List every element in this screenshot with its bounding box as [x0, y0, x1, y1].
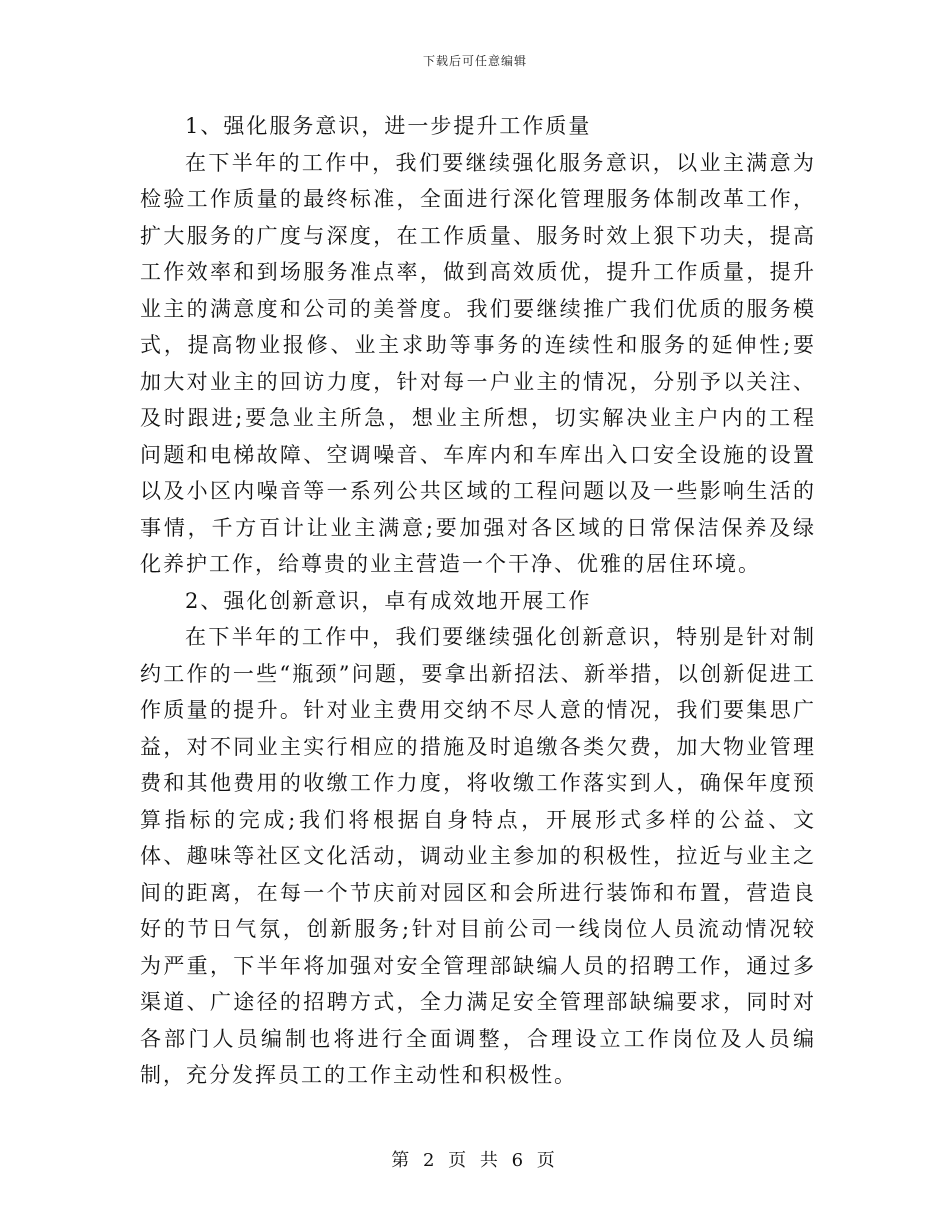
page-number-footer: 第 2 页 共 6 页	[391, 1150, 559, 1171]
section-1-paragraph: 在下半年的工作中，我们要继续强化服务意识，以业主满意为检验工作质量的最终标准，全面进行深化管理服务体制改革工作，扩大服务的广度与深度，在工作质量、服务时效上狠下功夫，提高工作效率和到场服务准点率，做到高效质优，提升工作质量，提升业主的满意度和公司的美誉度。我们要继续推广我们优质的服务模式，提高物业报修、业主求助等事务的连续性和服务的延伸性;要加大对业主的回访力度，针对每一户业主的情况，分别予以关注、及时跟进;要急业主所急，想业主所想，切实解决业主户内的工程问题和电梯故障、空调噪音、车库内和车库出入口安全设施的设置以及小区内噪音等一系列公共区域的工程问题以及一些影响生活的事情，千方百计让业主满意;要加强对各区域的日常保洁保养及绿化养护工作，给尊贵的业主营造一个干净、优雅的居住环境。	[140, 150, 816, 576]
page-header: 下载后可任意编辑	[422, 54, 527, 68]
section-1-heading: 1、强化服务意识，进一步提升工作质量	[185, 114, 592, 138]
section-2-heading: 2、强化创新意识，卓有成效地开展工作	[185, 588, 592, 613]
document-body	[140, 108, 816, 1094]
section-2-paragraph: 在下半年的工作中，我们要继续强化创新意识，特别是针对制约工作的一些“瓶颈”问题，要拿出新招法、新举措，以创新促进工作质量的提升。针对业主费用交纳不尽人意的情况，我们要集思广益，对不同业主实行相应的措施及时追缴各类欠费，加大物业管理费和其他费用的收缴工作力度，将收缴工作落实到人，确保年度预算指标的完成;我们将根据自身特点，开展形式多样的公益、文体、趣味等社区文化活动，调动业主参加的积极性，拉近与业主之间的距离，在每一个节庆前对园区和会所进行装饰和布置，营造良好的节日气氛，创新服务;针对目前公司一线岗位人员流动情况较为严重，下半年将加强对安全管理部缺编人员的招聘工作，通过多渠道、广途径的招聘方式，全力满足安全管理部缺编要求，同时对各部门人员编制也将进行全面调整，合理设立工作岗位及人员编制，充分发挥员工的工作主动性和积极性。	[140, 625, 816, 1087]
